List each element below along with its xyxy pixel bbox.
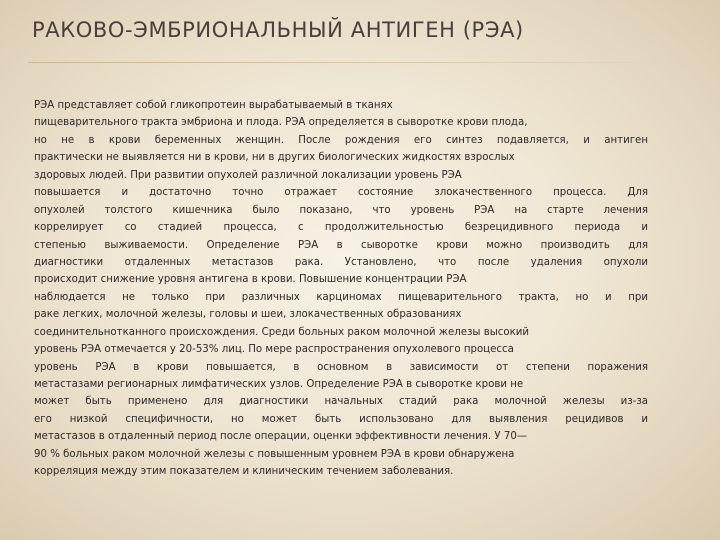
body-line: корреляция между этим показателем и клиническим течением заболевания. — [34, 466, 454, 478]
body-line: может быть применено для диагностики начальных стадий рака молочной железы из-за — [34, 396, 648, 408]
body-line: коррелирует со стадией процесса, с продолжительностью безрецидивного периода и — [34, 222, 648, 234]
body-line: повышается и достаточно точно отражает состояние злокачественного процесса. Для — [34, 187, 648, 199]
body-line: уровень РЭА в крови повышается, в основном в зависимости от степени поражения — [34, 361, 648, 373]
body-line: диагностики отдаленных метастазов рака. Установлено, что после удаления опухоли — [34, 256, 648, 268]
body-line: наблюдается не только при различных карциномах пищеварительного тракта, но и при — [34, 291, 648, 303]
body-line: здоровых людей. При развитии опухолей различной локализации уровень РЭА — [34, 169, 462, 181]
slide-title: РАКОВО-ЭМБРИОНАЛЬНЫЙ АНТИГЕН (РЭА) — [32, 18, 524, 42]
body-line: РЭА представляет собой гликопротеин вырабатываемый в тканях — [34, 100, 393, 111]
body-line: метастазами регионарных лимфатических узлов. Определение РЭА в сыворотке крови не — [34, 379, 524, 390]
body-line: соединительнотканного происхождения. Среди больных раком молочной железы высокий — [34, 326, 529, 338]
body-text — [34, 97, 648, 481]
body-line: степенью выживаемости. Определение РЭА в сыворотке крови можно производить для — [34, 239, 648, 251]
body-line: его низкой специфичности, но может быть использовано для выявления рецидивов и — [34, 413, 648, 425]
body-line: происходит снижение уровня антигена в крови. Повышение концентрации РЭА — [34, 274, 467, 286]
body-line: пищеварительного тракта эмбриона и плода. РЭА определяется в сыворотке крови плода, — [34, 117, 528, 129]
title-divider — [28, 62, 692, 63]
body-line: но не в крови беременных женщин. После рождения его синтез подавляется, и антиген — [34, 134, 648, 146]
body-line: уровень РЭА отмечается у 20-53% лиц. По мере распространения опухолевого процесса — [34, 344, 514, 356]
body-line: метастазов в отдаленный период после операции, оценки эффективности лечения. У 70— — [34, 431, 528, 443]
body-line: 90 % больных раком молочной железы с повышенным уровнем РЭА в крови обнаружена — [34, 448, 515, 460]
body-line: практически не выявляется ни в крови, ни в других биологических жидкостях взрослых — [34, 152, 515, 164]
body-line: опухолей толстого кишечника было показано, что уровень РЭА на старте лечения — [34, 204, 648, 216]
body-line: раке легких, молочной железы, головы и шеи, злокачественных образованиях — [34, 309, 462, 321]
